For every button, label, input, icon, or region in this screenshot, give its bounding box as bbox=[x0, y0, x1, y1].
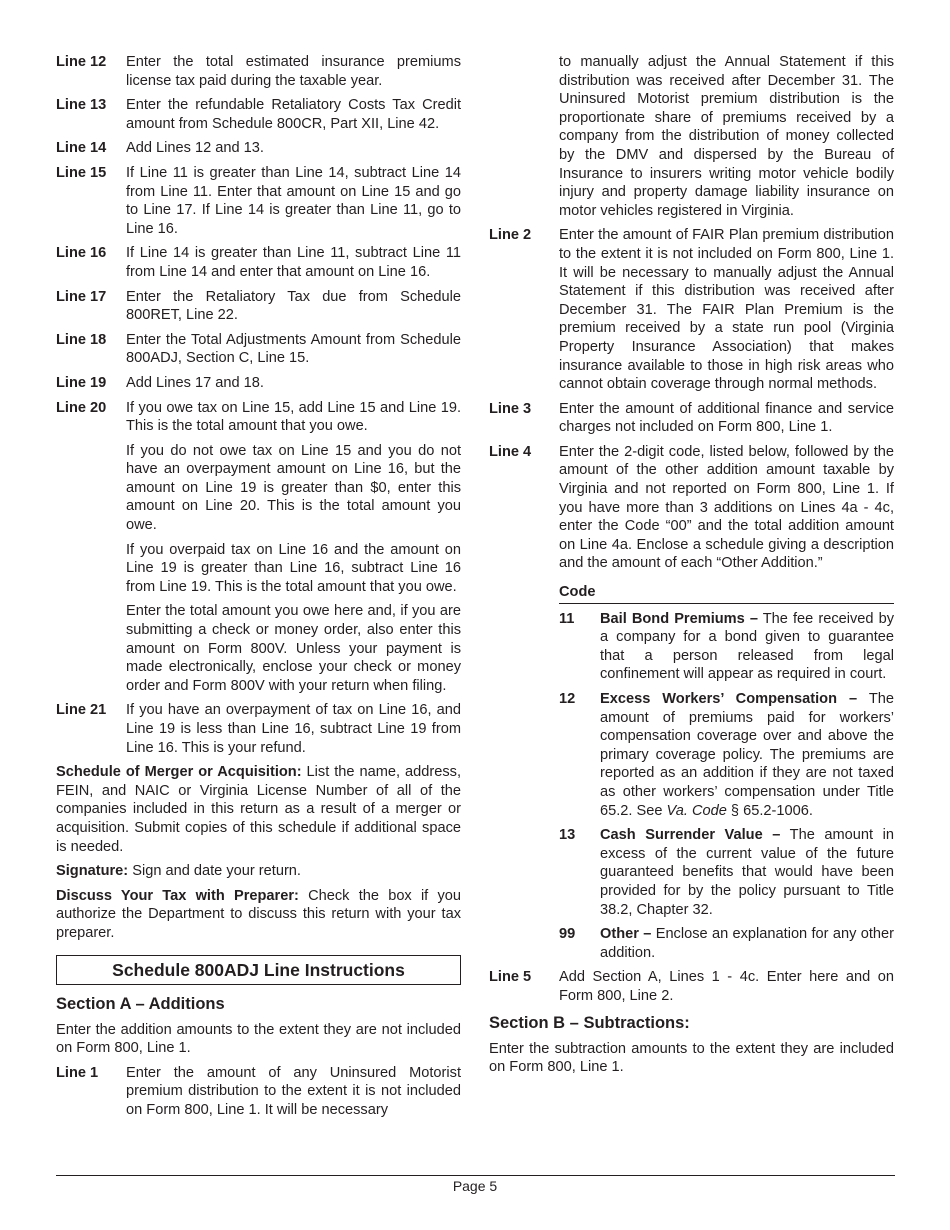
line-20-paragraph: If you do not owe tax on Line 15 and you do not have an overpayment amount on Line 16, but the amount on Line 19 is greater than $0, enter this amount on Line 20. This is the total amount you owe. bbox=[126, 442, 461, 534]
line-text: Add Section A, Lines 1 - 4c. Enter here and on Form 800, Line 2. bbox=[559, 969, 894, 1004]
line-label: Line 14 bbox=[56, 140, 107, 157]
line-21-entry bbox=[56, 701, 461, 757]
merger-text: List the name, address, FEIN, and NAIC or Virginia License Number of all of the companies included in this return as a result of a merger or acquisition. Submit copies of this schedule if additional space is needed. bbox=[56, 764, 461, 855]
line-15-entry bbox=[56, 164, 461, 238]
line-19-entry bbox=[56, 374, 461, 393]
line-text: Enter the total estimated insurance premiums license tax paid during the taxable year. bbox=[126, 54, 461, 89]
code-title: Cash Surrender Value – bbox=[600, 827, 781, 844]
line-13-entry bbox=[56, 96, 461, 133]
code-text: The fee received by a company for a bond given to guarantee that a person released from legal confinement will appear as required in court. bbox=[600, 610, 894, 683]
line-text: Add Lines 17 and 18. bbox=[126, 374, 264, 391]
code-title: Bail Bond Premiums – bbox=[600, 610, 758, 627]
code-number: 99 bbox=[559, 926, 576, 943]
line-text: Enter the amount of any Uninsured Motorist premium distribution to the extent it is not included on Form 800, Line 1. It will be necessary bbox=[126, 1064, 461, 1118]
line-label: Line 3 bbox=[489, 400, 532, 417]
signature-paragraph bbox=[56, 862, 461, 881]
line-17-entry bbox=[56, 288, 461, 325]
line-label: Line 4 bbox=[489, 443, 532, 460]
code-number: 11 bbox=[559, 610, 575, 627]
code-text: Enclose an explanation for any other addition. bbox=[600, 926, 894, 961]
line-label: Line 2 bbox=[489, 227, 532, 244]
code-description bbox=[600, 690, 894, 820]
code-12-entry bbox=[559, 690, 894, 820]
section-b-intro: Enter the subtraction amounts to the extent they are included on Form 800, Line 1. bbox=[489, 1040, 894, 1076]
line-label: Line 20 bbox=[56, 399, 107, 416]
line-20-paragraph: Enter the total amount you owe here and, if you are submitting a check or money order, also enter this amount on Form 800V. Unless your payment is made electronically, enclose your check or money order and Form 800V with your return when filing. bbox=[126, 603, 461, 694]
merger-paragraph bbox=[56, 763, 461, 856]
merger-heading: Schedule of Merger or Acquisition: bbox=[56, 764, 302, 781]
line-3-entry bbox=[489, 400, 894, 437]
line-2-entry bbox=[489, 226, 894, 393]
line-20-paragraph: If you overpaid tax on Line 16 and the amount on Line 19 is greater than Line 16, subtract Line 16 from Line 19. This is the total amount that you owe. bbox=[126, 541, 461, 595]
line-18-entry bbox=[56, 331, 461, 368]
right-column bbox=[489, 53, 894, 1083]
line-text: Enter the refundable Retaliatory Costs Tax Credit amount from Schedule 800CR, Part XII, Line 42. bbox=[126, 97, 461, 132]
line-text: Enter the amount of additional finance and service charges not included on Form 800, Line 1. bbox=[559, 400, 894, 436]
code-title: Other – bbox=[600, 926, 652, 943]
discuss-heading: Discuss Your Tax with Preparer: bbox=[56, 887, 299, 904]
code-text: The amount of premiums paid for workers’ compensation coverage over and above the primary coverage policy. The premiums are reported as an addition if they are not taxed as other workers’ compensation under Title 65.2. See bbox=[600, 691, 894, 819]
line-label: Line 19 bbox=[56, 374, 107, 391]
code-number: 12 bbox=[559, 691, 576, 707]
section-b-heading: Section B – Subtractions: bbox=[489, 1013, 690, 1032]
signature-text: Sign and date your return. bbox=[128, 863, 301, 880]
line-label: Line 17 bbox=[56, 288, 107, 305]
line-label: Line 1 bbox=[56, 1064, 99, 1081]
section-a-intro: Enter the addition amounts to the extent they are not included on Form 800, Line 1. bbox=[56, 1021, 461, 1057]
line-text: Enter the 2-digit code, listed below, followed by the amount of the other addition amount taxable by Virginia and not reported on Form 800, Line 1. If you have more than 3 additions on Lines 4a - 4c, enter the Code “00” and the total addition amount on Line 4a. Enclose a schedule giving a description and the amount of each “Other Addition.” bbox=[559, 443, 894, 572]
line-text: Enter the amount of FAIR Plan premium distribution to the extent it is not included on Form 800, Line 1. It will be necessary to manually adjust the Annual Statement if this distribution was received after December 31. The FAIR Plan Premium is the premium received by a state run pool (Virginia Property Insurance Association) that makes insurance available to those in high risk areas who cannot obtain coverage through normal methods. bbox=[559, 227, 894, 393]
line-text: Enter the Total Adjustments Amount from Schedule 800ADJ, Section C, Line 15. bbox=[126, 331, 461, 367]
line-5-entry bbox=[489, 968, 894, 1005]
code-heading: Code bbox=[559, 583, 894, 604]
page-number: Page 5 bbox=[452, 1178, 498, 1194]
line-label: Line 13 bbox=[56, 97, 107, 114]
code-99-entry bbox=[559, 925, 894, 962]
left-column bbox=[56, 53, 461, 1126]
discuss-text: Check the box if you authorize the Department to discuss this return with your tax preparer. bbox=[56, 887, 461, 941]
line-label: Line 15 bbox=[56, 164, 107, 181]
code-description bbox=[600, 826, 894, 919]
line-12-entry bbox=[56, 53, 461, 90]
line-label: Line 12 bbox=[56, 54, 107, 70]
line-text: If Line 11 is greater than Line 14, subtract Line 14 from Line 11. Enter that amount on Line 15 and go to Line 17. If Line 14 is greater than Line 11, go to Line 16. bbox=[126, 164, 461, 237]
code-number: 13 bbox=[559, 827, 576, 844]
code-description bbox=[600, 610, 894, 684]
code-text: The amount in excess of the current value of the future guaranteed benefits that would have been provided for by the policy pursuant to Title 38.2, Chapter 32. bbox=[600, 827, 894, 918]
line-text: If Line 14 is greater than Line 11, subtract Line 11 from Line 14 and enter that amount on Line 16. bbox=[126, 245, 461, 280]
code-citation: Va. Code bbox=[666, 802, 727, 819]
code-11-entry bbox=[559, 610, 894, 684]
signature-heading: Signature: bbox=[56, 863, 129, 880]
line-14-entry bbox=[56, 139, 461, 158]
line-text: If you have an overpayment of tax on Line 16, and Line 19 is less than Line 16, subtract Line 19 from Line 16. This is your refund. bbox=[126, 702, 461, 756]
line-1-continuation: to manually adjust the Annual Statement if this distribution was received after December 31. The Uninsured Motorist premium distribution is the proportionate share of premiums received by a company from the distribution of money collected by the DMV and dispersed by the Bureau of Insurance to insurers writing motor vehicle bodily injury and property damage liability insurance on motor vehicles registered in Virginia. bbox=[559, 54, 894, 219]
line-label: Line 16 bbox=[56, 245, 107, 262]
line-label: Line 18 bbox=[56, 331, 107, 348]
schedule-title-box: Schedule 800ADJ Line Instructions bbox=[56, 955, 461, 985]
line-16-entry bbox=[56, 244, 461, 281]
discuss-paragraph bbox=[56, 887, 461, 943]
line-label: Line 21 bbox=[56, 702, 107, 719]
code-title: Excess Workers’ Compensation – bbox=[600, 691, 858, 707]
line-1-entry bbox=[56, 1064, 461, 1120]
line-text: If you owe tax on Line 15, add Line 15 and Line 19. This is the total amount that you owe. bbox=[126, 399, 461, 435]
section-a-heading: Section A – Additions bbox=[56, 994, 225, 1013]
line-4-entry bbox=[489, 443, 894, 573]
line-label: Line 5 bbox=[489, 969, 532, 986]
line-text: Add Lines 12 and 13. bbox=[126, 140, 264, 157]
code-description bbox=[600, 925, 894, 962]
footer-divider bbox=[56, 1175, 895, 1176]
code-13-entry bbox=[559, 826, 894, 919]
line-20-entry bbox=[56, 399, 461, 436]
code-citation-tail: § 65.2-1006. bbox=[726, 802, 813, 819]
line-text: Enter the Retaliatory Tax due from Schedule 800RET, Line 22. bbox=[126, 288, 461, 324]
